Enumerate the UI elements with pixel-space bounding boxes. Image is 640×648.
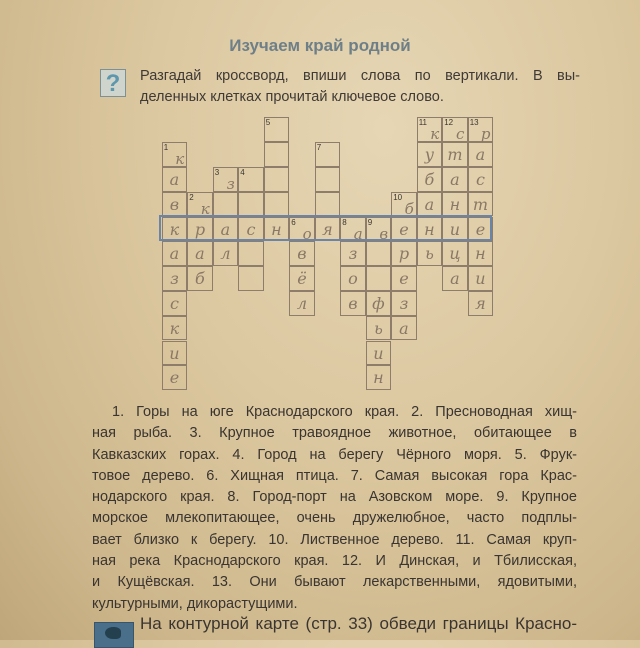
handwritten-letter: к	[175, 150, 185, 169]
crossword-cell	[391, 192, 417, 217]
handwritten-letter: в	[297, 244, 307, 264]
handwritten-letter: з	[170, 269, 179, 289]
crossword-cell	[468, 241, 494, 266]
crossword-cell	[264, 167, 290, 192]
handwritten-letter: ц	[449, 244, 461, 264]
handwritten-letter: е	[475, 219, 486, 239]
clue-number: 13	[469, 118, 479, 128]
crossword-cell	[162, 365, 188, 390]
handwritten-letter: в	[169, 194, 180, 214]
handwritten-letter: а	[475, 145, 486, 165]
crossword-cell	[468, 142, 494, 167]
crossword-cell	[468, 192, 494, 217]
handwritten-letter: ь	[425, 244, 434, 264]
clue-number: 3	[214, 167, 220, 177]
handwritten-letter: а	[169, 169, 180, 189]
handwritten-letter: л	[296, 293, 308, 313]
handwritten-letter: с	[246, 219, 256, 239]
crossword-cell	[366, 291, 392, 316]
handwritten-letter: е	[169, 368, 180, 388]
crossword-cell	[315, 142, 341, 167]
handwritten-letter	[249, 177, 263, 191]
handwritten-letter: а	[169, 244, 180, 264]
handwritten-letter: н	[475, 244, 486, 264]
clue-line: нодарского края. 8. Город-порт на Азовском море. 9. Крупное	[92, 489, 577, 506]
crossword-cell	[289, 241, 315, 266]
crossword-cell	[468, 291, 494, 316]
crossword-cell	[315, 167, 341, 192]
crossword-cell	[289, 291, 315, 316]
handwritten-letter	[316, 168, 340, 191]
crossword-cell	[391, 241, 417, 266]
clue-line: морское млекопитающее, очень дружелюбное, часто подплы-	[92, 510, 577, 527]
task-instruction	[140, 66, 580, 108]
handwritten-letter: а	[195, 244, 205, 264]
task-line: деленных клетках прочитай ключевое слово.	[140, 89, 444, 105]
handwritten-letter: и	[373, 343, 384, 363]
crossword-cell	[417, 142, 443, 167]
handwritten-letter	[265, 143, 289, 166]
handwritten-letter: б	[404, 199, 414, 218]
handwritten-letter: а	[450, 269, 460, 289]
handwritten-letter	[275, 127, 289, 141]
handwritten-letter: е	[399, 269, 409, 289]
clue-line: ная река Краснодарского края. 12. И Динская, и Тбилисская,	[92, 553, 577, 570]
handwritten-letter: ё	[297, 269, 307, 289]
handwritten-letter: б	[424, 169, 435, 189]
handwritten-letter: н	[271, 219, 282, 239]
crossword-cell	[289, 266, 315, 291]
next-task-text: На контурной карте (стр. 33) обведи границы Красно-	[140, 614, 577, 633]
handwritten-letter: р	[194, 219, 206, 239]
crossword-cell	[187, 192, 213, 217]
handwritten-letter	[367, 242, 391, 265]
crossword-cell	[417, 192, 443, 217]
handwritten-letter: а	[353, 224, 363, 243]
handwritten-letter: ь	[374, 318, 383, 338]
handwritten-letter: е	[399, 219, 409, 239]
crossword-cell	[366, 365, 392, 390]
clue-number: 1	[163, 143, 169, 153]
crossword-cell	[213, 241, 239, 266]
handwritten-letter: и	[449, 219, 461, 239]
clue-number: 4	[240, 167, 245, 177]
crossword-cell	[162, 192, 188, 217]
handwritten-letter: н	[373, 368, 384, 388]
crossword-cell	[366, 241, 392, 266]
crossword-cell	[366, 316, 392, 341]
crossword-cell	[442, 192, 468, 217]
handwritten-letter	[326, 152, 340, 166]
handwritten-letter: к	[169, 318, 180, 338]
clue-number: 5	[265, 118, 271, 128]
clue-line: ная рыба. 3. Крупное травоядное животное, обитающее в	[92, 425, 577, 442]
handwritten-letter	[239, 193, 263, 216]
crossword-cell	[442, 167, 468, 192]
handwritten-letter: к	[200, 199, 210, 218]
handwritten-letter: а	[220, 219, 231, 239]
crossword-cell	[366, 341, 392, 366]
crossword-cell	[162, 266, 188, 291]
handwritten-letter: с	[475, 169, 485, 189]
clue-number: 9	[367, 217, 373, 227]
crossword-cell	[417, 241, 443, 266]
crossword-cell	[366, 266, 392, 291]
handwritten-letter: с	[169, 293, 179, 313]
handwritten-letter	[367, 267, 391, 290]
handwritten-letter: я	[322, 219, 333, 239]
handwritten-letter: к	[169, 219, 180, 239]
crossword-cell	[162, 341, 188, 366]
crossword-cell	[162, 241, 188, 266]
handwritten-letter: я	[475, 293, 486, 313]
crossword-cell	[468, 117, 494, 142]
clue-number: 12	[444, 118, 454, 128]
crossword-cell	[442, 241, 468, 266]
handwritten-letter: в	[348, 293, 358, 313]
task-line: Разгадай кроссворд, впиши слова по вертикали. В вы-	[140, 68, 580, 84]
handwritten-letter	[239, 267, 263, 290]
crossword-cell	[238, 167, 264, 192]
crossword-cell	[187, 266, 213, 291]
handwritten-letter: к	[430, 125, 440, 144]
crossword-cell	[264, 192, 290, 217]
handwritten-letter: о	[348, 269, 358, 289]
crossword-cell	[468, 266, 494, 291]
crossword-cell	[238, 192, 264, 217]
handwritten-letter: з	[348, 244, 358, 264]
map-icon	[94, 622, 134, 648]
clue-number: 10	[393, 192, 403, 202]
handwritten-letter: р	[398, 244, 410, 264]
clue-line: товое дерево. 6. Хищная птица. 7. Самая высокая гора Крас-	[92, 467, 577, 484]
crossword-cell	[162, 291, 188, 316]
handwritten-letter: з	[226, 174, 235, 193]
clue-number: 2	[189, 192, 194, 202]
handwritten-letter: т	[472, 194, 489, 214]
crossword-cell	[417, 117, 443, 142]
clue-line: Кавказских горах. 4. Город на берегу Чёрного моря. 5. Фрук-	[92, 446, 577, 463]
handwritten-letter: н	[424, 219, 435, 239]
clue-number: 11	[418, 118, 427, 128]
crossword-cell	[442, 142, 468, 167]
handwritten-letter: и	[169, 343, 180, 363]
handwritten-letter	[316, 193, 340, 216]
crossword-cell	[187, 241, 213, 266]
clue-number: 6	[291, 217, 296, 227]
handwritten-letter	[265, 168, 289, 191]
clues-text	[92, 402, 577, 615]
clue-line: вает близко к берегу. 10. Лиственное дерево. 11. Самая круп-	[92, 531, 577, 548]
handwritten-letter: ф	[372, 293, 385, 313]
handwritten-letter: о	[302, 224, 312, 243]
crossword-cell	[238, 266, 264, 291]
clue-line: и Кущёвская. 13. Они бывают лекарственными, ядовитыми,	[92, 574, 577, 591]
clue-number: 8	[342, 217, 347, 227]
crossword-cell	[264, 117, 290, 142]
clue-line: 1. Горы на юге Краснодарского края. 2. Пресноводная хищ-	[112, 404, 577, 420]
handwritten-letter: а	[399, 318, 409, 338]
clue-line: культурными, дикорастущими.	[92, 595, 298, 612]
handwritten-letter: н	[449, 194, 461, 214]
handwritten-letter: а	[450, 169, 460, 189]
handwritten-letter: т	[447, 145, 463, 165]
crossword-cell	[213, 167, 239, 192]
crossword-cell	[468, 167, 494, 192]
crossword-cell	[238, 241, 264, 266]
crossword-cell	[340, 241, 366, 266]
clue-number: 7	[316, 143, 322, 153]
crossword-cell	[391, 316, 417, 341]
handwritten-letter: в	[379, 224, 389, 243]
handwritten-letter	[265, 193, 289, 216]
crossword-cell	[264, 142, 290, 167]
handwritten-letter: з	[399, 293, 409, 313]
handwritten-letter: у	[424, 145, 435, 165]
crossword-cell	[340, 266, 366, 291]
crossword-cell	[162, 142, 188, 167]
crossword-cell	[442, 266, 468, 291]
crossword-cell	[162, 167, 188, 192]
handwritten-letter: с	[455, 125, 465, 144]
crossword-cell	[315, 192, 341, 217]
crossword-cell	[340, 291, 366, 316]
handwritten-letter: л	[220, 244, 231, 264]
handwritten-letter: р	[480, 125, 491, 144]
crossword-cell	[391, 266, 417, 291]
handwritten-letter: а	[424, 194, 435, 214]
handwritten-letter: б	[195, 269, 205, 289]
handwritten-letter	[214, 193, 238, 216]
handwritten-letter	[239, 242, 263, 265]
crossword-cell	[213, 192, 239, 217]
handwritten-letter: и	[475, 269, 486, 289]
crossword-cell	[442, 117, 468, 142]
page-title: Изучаем край родной	[229, 36, 411, 55]
crossword-cell	[417, 167, 443, 192]
question-icon: ?	[100, 69, 126, 97]
crossword-cell	[162, 316, 188, 341]
keyword-highlight-row	[159, 215, 492, 241]
crossword-cell	[391, 291, 417, 316]
